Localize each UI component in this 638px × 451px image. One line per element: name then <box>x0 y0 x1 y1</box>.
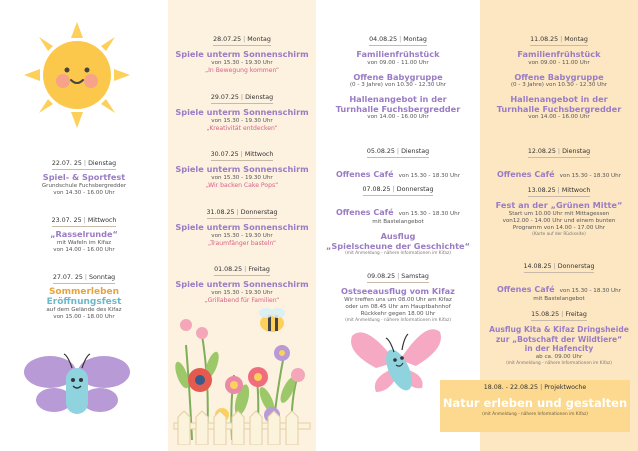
event-title: Ausflug <box>380 231 416 241</box>
event-title: „Spielscheune der Geschichte“ <box>326 240 470 251</box>
event-line: Wir treffen uns um 08.00 Uhr am Kifaz <box>344 296 452 303</box>
column-2 <box>168 0 316 451</box>
event-title: Spiele unterm Sonnenschirm <box>175 279 309 289</box>
event-time: von 15.30 - 19.30 Uhr <box>211 232 273 239</box>
event-line: von 14.30 - 16.00 Uhr <box>53 189 115 196</box>
sun-illustration <box>22 20 132 130</box>
date-label: 28.07.25 | Montag <box>213 36 271 46</box>
event-line: mit Wafeln im Kifaz <box>56 239 112 246</box>
event-title: Offenes Café <box>496 285 555 294</box>
event-line: Start um 10.00 Uhr mit Mittagessen <box>508 210 610 217</box>
event-title: Spiel- & Sportfest <box>42 172 126 182</box>
event-time: von 09.00 - 11.00 Uhr <box>367 59 429 66</box>
event-line: oder um 08.45 Uhr am Hauptbahnhof <box>345 303 451 310</box>
date-label: 30.07.25 | Mittwoch <box>211 151 274 161</box>
date-label: 11.08.25 | Montag <box>530 36 588 46</box>
event-time: von 15.30 - 18.30 Uhr <box>559 173 622 179</box>
event-title: Offenes Café <box>335 208 394 217</box>
date-label: 14.08.25 | Donnerstag <box>524 263 595 273</box>
flower-garden-illustration <box>172 305 312 445</box>
event-title: Spiele unterm Sonnenschirm <box>175 222 309 232</box>
date-label: 04.08.25 | Montag <box>369 36 427 46</box>
event-line: auf dem Gelände des Kifaz <box>46 307 122 313</box>
event-title: Spiele unterm Sonnenschirm <box>175 107 309 117</box>
date-label: 29.07.25 | Dienstag <box>211 94 273 104</box>
event-line: von 14.00 - 16.00 Uhr <box>53 246 115 253</box>
event-time: von 09.00 - 11.00 Uhr <box>528 59 590 66</box>
event-note: mit Bastelangebot <box>533 296 585 302</box>
event-motto: „Wir backen Cake Pops“ <box>205 181 279 189</box>
banner-title: Natur erleben und gestalten <box>442 396 628 410</box>
event-title: Spiele unterm Sonnenschirm <box>175 164 309 174</box>
event-time: von 15.30 - 19.30 Uhr <box>211 59 273 66</box>
event-note: (mit Anmeldung - nähere Informationen im Kifaz) <box>506 360 612 366</box>
event-time: (0 - 3 Jahre) von 10.30 - 12.30 Uhr <box>349 82 447 88</box>
event-title: Turnhalle Fuchsbergredder <box>335 103 461 114</box>
event-motto: „Grillabend für Familien“ <box>204 296 280 304</box>
event-title: zur „Botschaft der Wildtiere“ <box>495 334 623 344</box>
date-label: 31.08.25 | Donnerstag <box>207 209 278 219</box>
event-line: von 15.00 - 18.00 Uhr <box>53 314 115 320</box>
event-title: „Rasselrunde“ <box>50 229 118 239</box>
event-line: Grundschule Fuchsbergredder <box>41 182 127 189</box>
event-motto: „In Bewegung kommen“ <box>204 66 280 74</box>
date-label: 07.08.25 | Donnerstag <box>363 186 434 196</box>
event-time: von 15.30 - 19.30 Uhr <box>211 174 273 181</box>
date-label: 09.08.25 | Samstag <box>367 273 429 283</box>
event-line: Rückkehr gegen 18.00 Uhr <box>360 310 436 317</box>
event-title: Offene Babygruppe <box>353 71 443 82</box>
event-title: Ostseeausflug vom Kifaz <box>341 286 455 296</box>
event-title: Fest an der „Grünen Mitte“ <box>495 200 623 210</box>
date-label: 22.07. 25 | Dienstag <box>52 160 116 170</box>
event-note: mit Bastelangebot <box>372 219 424 225</box>
event-title: Familienfrühstück <box>517 49 601 59</box>
date-label: 05.08.25 | Dienstag <box>367 148 429 158</box>
date-label: 01.08.25 | Freitag <box>214 266 270 276</box>
date-label: 15.08.25 | Freitag <box>531 311 587 321</box>
event-title: Spiele unterm Sonnenschirm <box>175 49 309 59</box>
event-title: Offene Babygruppe <box>514 71 604 82</box>
event-time: von 15.30 - 18.30 Uhr <box>398 173 461 179</box>
event-time: von 15.30 - 19.30 Uhr <box>211 117 273 124</box>
event-title: in der Hafencity <box>524 344 594 353</box>
event-time: ab ca. 09.00 Uhr <box>535 353 583 360</box>
event-motto: „Traumfänger basteln“ <box>207 239 277 247</box>
date-label: 13.08.25 | Mittwoch <box>528 187 591 197</box>
event-motto: „Kreativität entdecken“ <box>206 124 278 132</box>
date-label: 23.07. 25 | Mittwoch <box>52 217 117 227</box>
event-note: (mit Anmeldung - nähere Informationen im Kifaz) <box>345 251 451 256</box>
event-time: von 15.30 - 18.30 Uhr <box>398 211 461 217</box>
event-title: Sommerleben <box>48 287 120 297</box>
event-note: (mit Anmeldung - nähere Informationen im Kifaz) <box>345 317 451 323</box>
event-title: Ausflug Kita & Kifaz Dringsheide <box>489 325 629 334</box>
event-title: Offenes Café <box>335 170 394 179</box>
event-time: von 14.00 - 16.00 Uhr <box>528 114 590 120</box>
event-title: Hallenangebot in der <box>349 94 447 104</box>
event-time: von 14.00 - 16.00 Uhr <box>367 114 429 120</box>
banner-date: 18.08. - 22.08.25 | Projektwoche <box>483 384 587 391</box>
date-label: 27.07. 25 | Sonntag <box>53 274 115 284</box>
butterfly-illustration <box>22 350 132 425</box>
event-title: Turnhalle Fuchsbergredder <box>496 103 622 114</box>
event-time: von 15.30 - 18.30 Uhr <box>559 288 622 294</box>
event-title: Hallenangebot in der <box>510 94 608 104</box>
event-line: Programm von 14.00 - 17.00 Uhr <box>512 224 606 231</box>
butterfly-illustration <box>346 322 446 397</box>
event-note: (Karte auf der Rückseite) <box>532 231 586 237</box>
event-time: (0 - 3 Jahre) von 10.30 - 12.30 Uhr <box>510 82 608 88</box>
project-week-banner <box>440 380 630 432</box>
column-1 <box>0 0 168 451</box>
event-line: von12.00 - 14.00 Uhr und einem bunten <box>502 217 616 224</box>
event-title: Eröffnungsfest <box>46 297 122 307</box>
event-title: Offenes Café <box>496 170 555 179</box>
event-title: Familienfrühstück <box>356 49 440 59</box>
banner-note: (mit Anmeldung - nähere Informationen im Kifaz) <box>482 412 588 417</box>
event-time: von 15.30 - 19.30 Uhr <box>211 289 273 296</box>
date-label: 12.08.25 | Dienstag <box>528 148 590 158</box>
